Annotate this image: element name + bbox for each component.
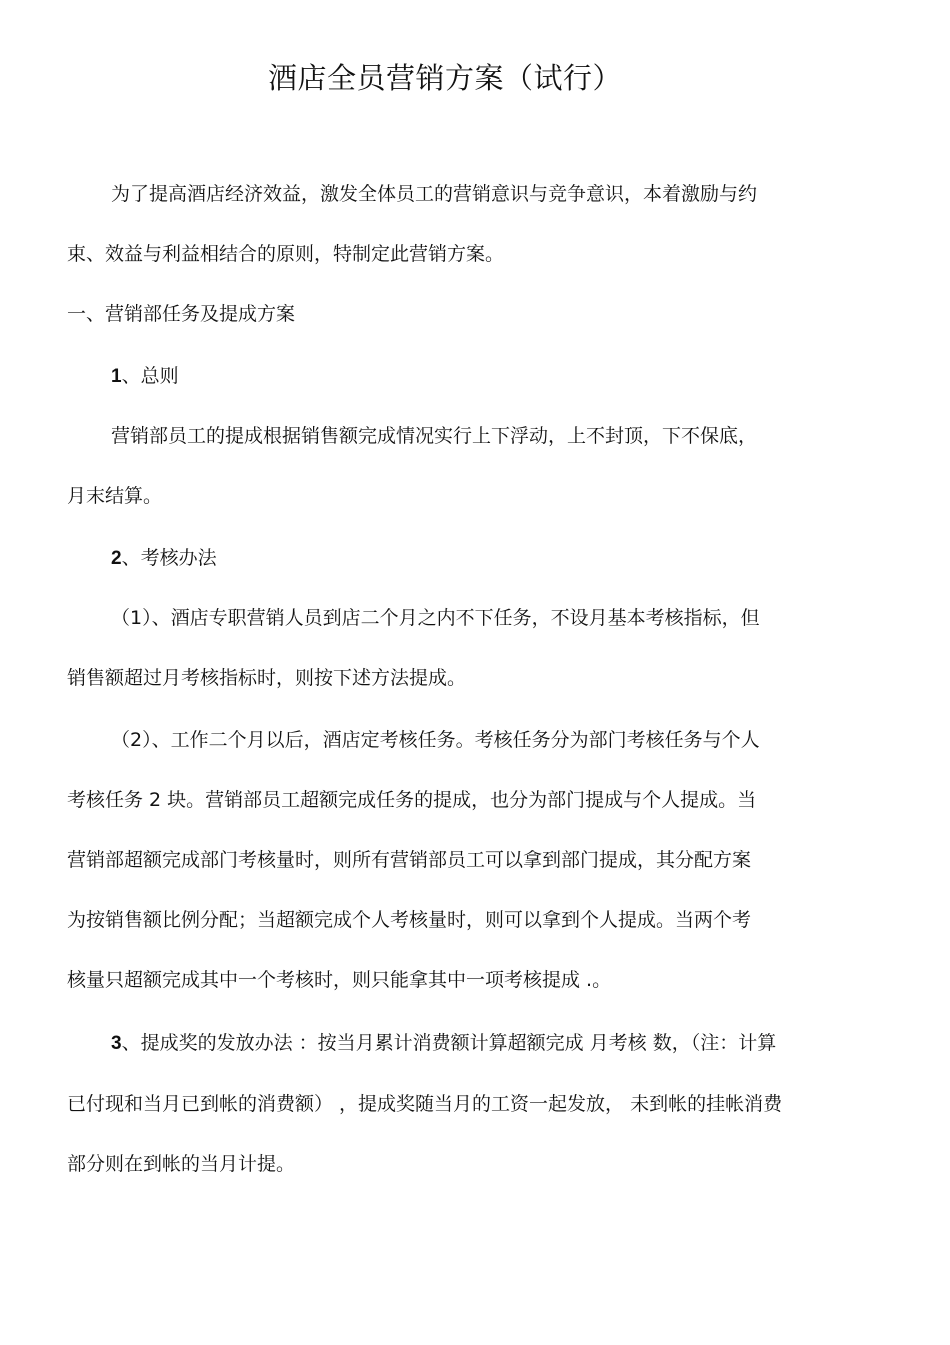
item-2-heading [111, 545, 217, 572]
item-1-number: 1 [111, 366, 122, 387]
sub-1-line-1: （1）、酒店专职营销人员到店二个月之内不下任务，不设月基本考核指标，但 [111, 607, 760, 629]
item-3-line-1 [111, 1030, 776, 1057]
item-3-number: 3 [111, 1033, 122, 1054]
item-3-line-2: 已付现和当月已到帐的消费额） ，提成奖随当月的工资一起发放， 未到帐的挂帐消费 [67, 1093, 783, 1115]
item-3-line-3: 部分则在到帐的当月计提。 [67, 1153, 296, 1175]
item-1-heading [111, 363, 179, 390]
item-1-paragraph-line-2: 月末结算。 [67, 485, 163, 507]
section-1-heading: 一、营销部任务及提成方案 [67, 303, 296, 325]
sub-2-line-1: （2）、工作二个月以后，酒店定考核任务。考核任务分为部门考核任务与个人 [111, 729, 760, 751]
item-1-label: 、总则 [121, 365, 179, 387]
intro-line-2: 束、效益与利益相结合的原则，特制定此营销方案。 [67, 243, 505, 265]
intro-line-1: 为了提高酒店经济效益，激发全体员工的营销意识与竞争意识，本着激励与约 [111, 183, 758, 205]
sub-2-line-2: 考核任务 2 块。营销部员工超额完成任务的提成，也分为部门提成与个人提成。当 [67, 789, 757, 811]
item-2-label: 、考核办法 [121, 547, 217, 569]
document-title: 酒店全员营销方案（试行） [267, 61, 622, 95]
sub-2-line-3: 营销部超额完成部门考核量时，则所有营销部员工可以拿到部门提成，其分配方案 [67, 849, 752, 871]
sub-2-line-5: 核量只超额完成其中一个考核时，则只能拿其中一项考核提成 .。 [67, 969, 612, 991]
sub-2-line-4: 为按销售额比例分配；当超额完成个人考核量时，则可以拿到个人提成。当两个考 [67, 909, 752, 931]
item-3-text: 、提成奖的发放办法 ：按当月累计消费额计算超额完成 月考核 数，（注：计算 [121, 1032, 777, 1054]
item-1-paragraph-line-1: 营销部员工的提成根据销售额完成情况实行上下浮动，上不封顶，下不保底， [111, 425, 758, 447]
item-2-number: 2 [111, 548, 122, 569]
sub-1-line-2: 销售额超过月考核指标时，则按下述方法提成。 [67, 667, 467, 689]
